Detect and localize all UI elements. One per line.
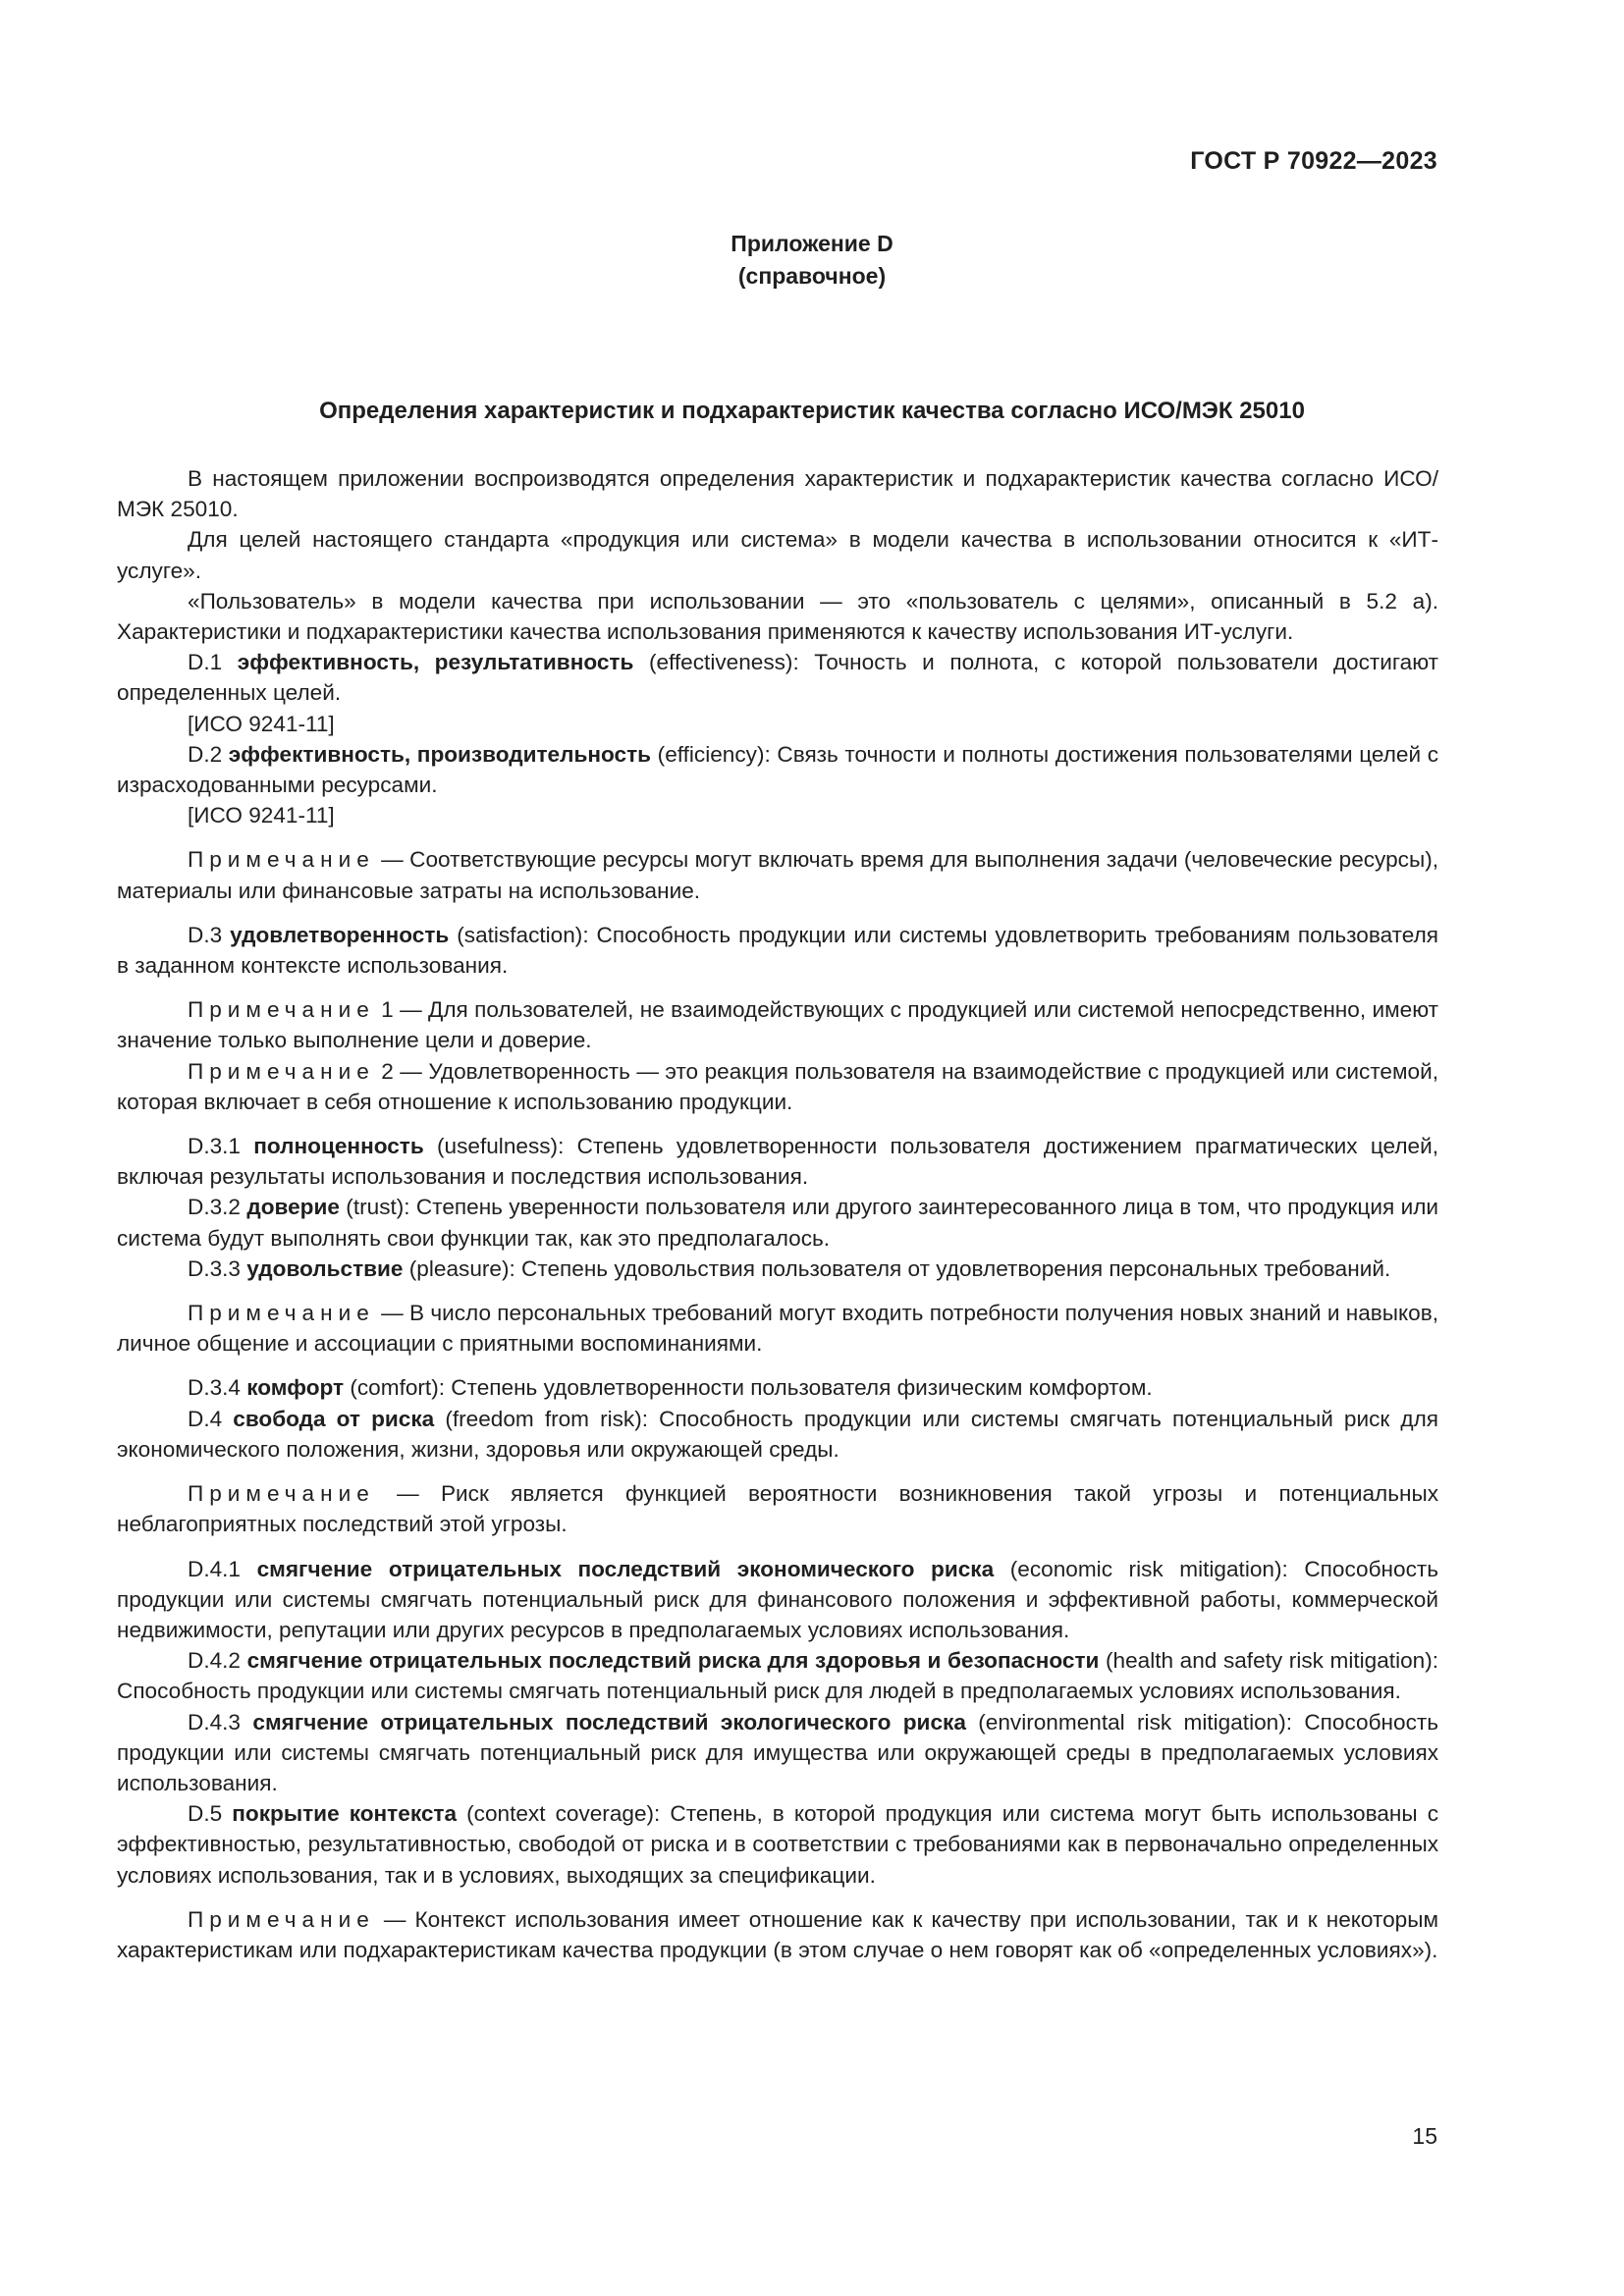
document-body	[117, 463, 1438, 1965]
reference: [ИСО 9241-11]	[188, 711, 335, 736]
note-text: — В число персональных требований могут входить потребности получения новых знаний и навыков, личное общение и ассоциации с приятными воспоминаниями.	[117, 1301, 1438, 1357]
term: удовлетворенность	[230, 922, 450, 947]
term: свобода от риска	[233, 1406, 435, 1431]
note	[117, 1478, 1438, 1539]
definition-d1	[117, 647, 1438, 708]
appendix-kind: (справочное)	[737, 263, 887, 289]
definition-d3	[117, 920, 1438, 981]
definition-d4-1	[117, 1554, 1438, 1646]
definition-text: (health and safety risk mitigation): Способность продукции или системы смягчать потенциальный риск для людей в предполагаемых условиях использования.	[117, 1648, 1439, 1704]
appendix-heading	[0, 228, 1624, 293]
clause-number: D.5	[188, 1801, 223, 1827]
term: покрытие контекста	[232, 1801, 458, 1827]
definition-d3-4	[117, 1372, 1438, 1403]
definition-d3-2	[117, 1192, 1438, 1253]
note-label: Примечание	[188, 1301, 375, 1326]
definition-text: (context coverage): Степень, в которой продукция или система могут быть использованы с эффективностью, результативностью, свободой от риска и в соответствии с требованиями как в первоначально определенных условиях использования, так и в условиях, выходящих за спецификации.	[117, 1801, 1439, 1888]
term: смягчение отрицательных последствий риска для здоровья и безопасности	[246, 1648, 1100, 1674]
reference: [ИСО 9241-11]	[188, 803, 335, 828]
note-text: — Соответствующие ресурсы могут включать время для выполнения задачи (человеческие ресурсы), материалы или финансовые затраты на использование.	[117, 847, 1438, 903]
definition-d2	[117, 739, 1438, 800]
term: комфорт	[246, 1375, 345, 1401]
term: смягчение отрицательных последствий экономического риска	[256, 1556, 995, 1581]
clause-number: D.2	[188, 741, 223, 767]
clause-number: D.4	[188, 1406, 223, 1431]
definition-text: (trust): Степень уверенности пользователя или другого заинтересованного лица в том, что продукция или система будут выполнять свои функции так, как это предполагалось.	[117, 1195, 1438, 1251]
definition-text: (environmental risk mitigation): Способность продукции или системы смягчать потенциальный риск для имущества или окружающей среды в предполагаемых условиях использования.	[117, 1709, 1438, 1795]
clause-number: D.3.1	[188, 1134, 242, 1159]
definition-text: (freedom from risk): Способность продукции или системы смягчать потенциальный риск для экономического положения, жизни, здоровья или окружающей среды.	[117, 1406, 1438, 1462]
definition-text: (comfort): Степень удовлетворенности пользователя физическим комфортом.	[350, 1375, 1153, 1401]
definition-text: (efficiency): Связь точности и полноты достижения пользователями целей с израсходованными ресурсами.	[117, 741, 1439, 798]
note	[117, 1298, 1438, 1359]
note	[117, 844, 1438, 905]
intro-paragraph: В настоящем приложении воспроизводятся определения характеристик и подхарактеристик качества согласно ИСО/МЭК 25010.	[117, 466, 1438, 522]
definition-text: (satisfaction): Способность продукции или системы удовлетворить требованиям пользователя в заданном контексте использования.	[117, 922, 1438, 979]
note-text: 1 — Для пользователей, не взаимодействующих с продукцией или системой непосредственно, имеют значение только выполнение цели и доверие.	[117, 997, 1438, 1053]
note	[117, 1056, 1438, 1117]
note-text: — Риск является функцией вероятности возникновения такой угрозы и потенциальных неблагоприятных последствий этой угрозы.	[117, 1481, 1439, 1537]
intro-paragraph: «Пользователь» в модели качества при использовании — это «пользователь с целями», описанный в 5.2 а). Характеристики и подхарактеристики качества использования применяются к качеству использования ИТ-услуги.	[117, 588, 1438, 645]
note-label: Примечание	[188, 1058, 375, 1084]
note-text: — Контекст использования имеет отношение как к качеству при использовании, так и к некоторым характеристикам или подхарактеристикам качества продукции (в этом случае о нем говорят как об «определенных условиях»).	[117, 1906, 1438, 1962]
definition-text: (pleasure): Степень удовольствия пользователя от удовлетворения персональных требований.	[408, 1255, 1391, 1281]
note	[117, 994, 1438, 1055]
term: полноценность	[253, 1134, 424, 1159]
clause-number: D.4.3	[188, 1709, 242, 1735]
definition-d5	[117, 1798, 1438, 1891]
definition-text: (usefulness): Степень удовлетворенности пользователя достижением прагматических целей, включая результаты использования и последствия использования.	[117, 1134, 1439, 1190]
note-label: Примечание	[188, 997, 375, 1023]
definition-d4-3	[117, 1707, 1438, 1799]
definition-d4-2	[117, 1645, 1438, 1706]
term: смягчение отрицательных последствий экологического риска	[252, 1709, 966, 1735]
definition-d3-1	[117, 1131, 1438, 1192]
clause-number: D.1	[188, 650, 223, 675]
intro-paragraph: Для целей настоящего стандарта «продукция или система» в модели качества в использовании относится к «ИТ-услуге».	[117, 527, 1438, 583]
term: эффективность, производительность	[228, 741, 652, 767]
section-title: Определения характеристик и подхарактеристик качества согласно ИСО/МЭК 25010	[319, 398, 1305, 424]
term: удовольствие	[246, 1255, 404, 1281]
clause-number: D.4.2	[188, 1648, 242, 1674]
appendix-label: Приложение D	[731, 231, 893, 256]
note-text: 2 — Удовлетворенность — это реакция пользователя на взаимодействие с продукцией или системой, которая включает в себя отношение к использованию продукции.	[117, 1058, 1438, 1114]
note	[117, 1904, 1438, 1965]
clause-number: D.3.3	[188, 1255, 242, 1281]
definition-text: (economic risk mitigation): Способность продукции или системы смягчать потенциальный риск для финансового положения и эффективной работы, коммерческой недвижимости, репутации или других ресурсов в предполагаемых условиях использования.	[117, 1556, 1438, 1642]
clause-number: D.3.2	[188, 1195, 242, 1220]
clause-number: D.4.1	[188, 1556, 242, 1581]
note-label: Примечание	[188, 847, 375, 873]
definition-d3-3	[117, 1254, 1438, 1284]
clause-number: D.3	[188, 922, 223, 947]
term: эффективность, результативность	[237, 650, 634, 675]
clause-number: D.3.4	[188, 1375, 242, 1401]
note-label: Примечание	[188, 1481, 375, 1507]
term: доверие	[246, 1195, 340, 1220]
definition-d4	[117, 1404, 1438, 1465]
definition-text: (effectiveness): Точность и полнота, с которой пользователи достигают определенных целей.	[117, 650, 1439, 706]
note-label: Примечание	[188, 1906, 375, 1932]
page-number: 15	[1412, 2123, 1437, 2149]
standard-code: ГОСТ Р 70922—2023	[1190, 147, 1437, 175]
